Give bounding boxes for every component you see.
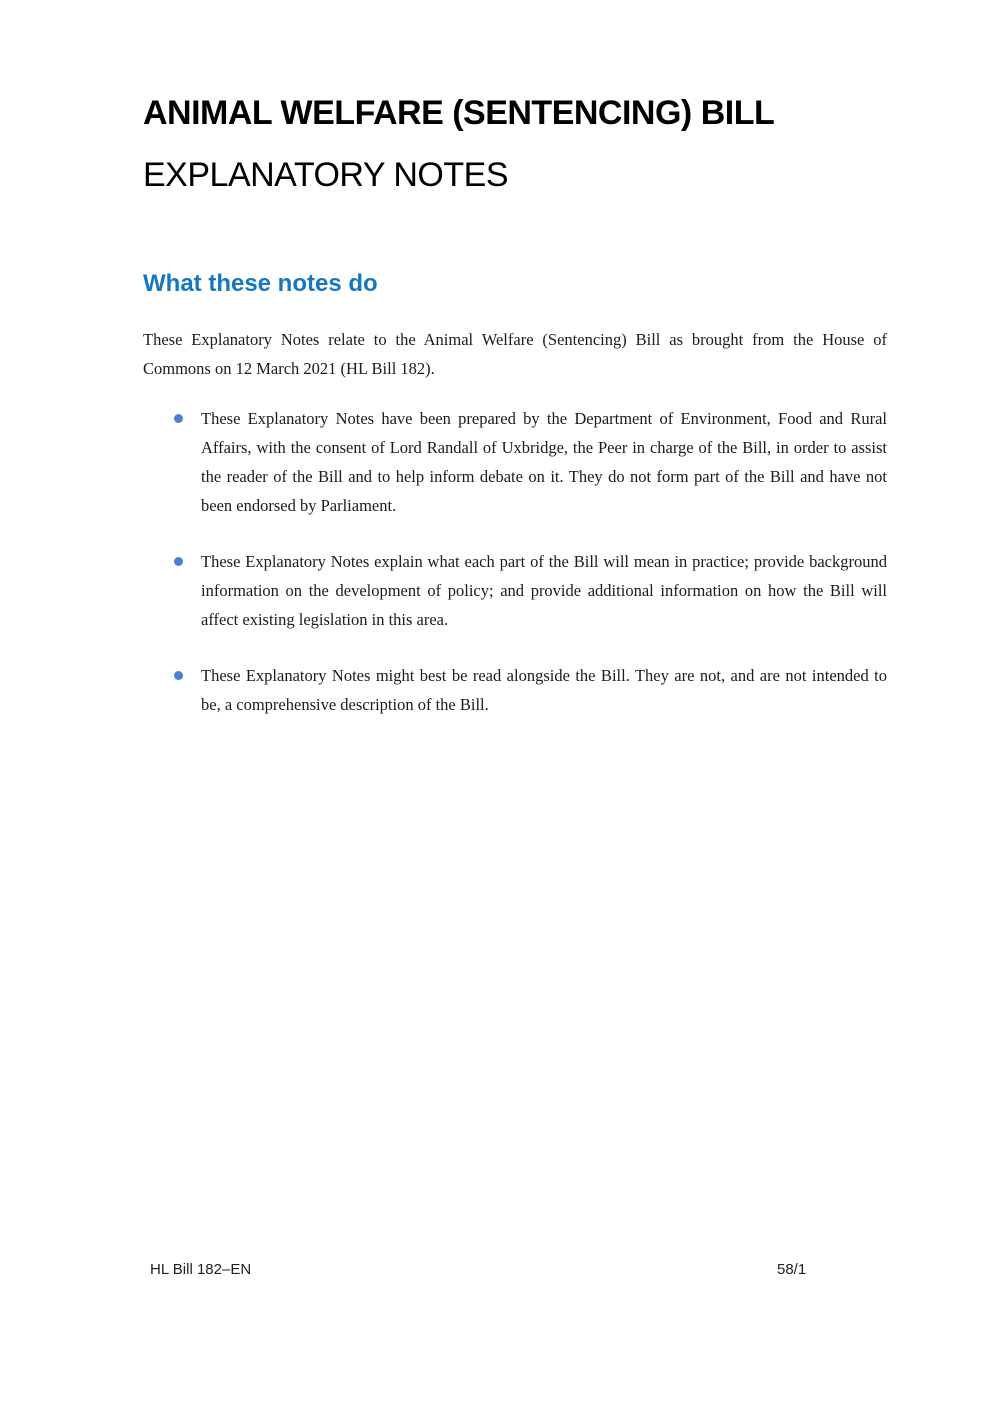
document-subtitle: EXPLANATORY NOTES [143,155,509,194]
list-item [143,404,887,520]
bullet-icon [174,414,183,423]
bullet-icon [174,557,183,566]
bullet-list [143,404,887,719]
section-heading: What these notes do [143,270,378,297]
intro-paragraph: These Explanatory Notes relate to the Animal Welfare (Sentencing) Bill as brought from the House of Commons on 12 March 2021 (HL Bill 182). [143,329,887,378]
list-item [143,661,887,719]
bullet-icon [174,671,183,680]
document-content [143,0,887,746]
footer-bill-reference: HL Bill 182–EN [150,1261,252,1278]
list-item-text: These Explanatory Notes have been prepared by the Department of Environment, Food and Rural Affairs, with the consent of Lord Randall of Uxbridge, the Peer in charge of the Bill, in order to assist the reader of the Bill and to help inform debate on it. They do not form part of the Bill and have not been endorsed by Parliament. [201,408,887,515]
list-item-text: These Explanatory Notes explain what each part of the Bill will mean in practice; provide background information on the development of policy; and provide additional information on how the Bill will affect existing legislation in this area. [201,551,887,629]
document-title: ANIMAL WELFARE (SENTENCING) BILL [143,94,775,132]
list-item-text: These Explanatory Notes might best be read alongside the Bill. They are not, and are not intended to be, a comprehensive description of the Bill. [201,665,887,714]
footer-page-number: 58/1 [777,1261,807,1278]
list-item [143,547,887,634]
